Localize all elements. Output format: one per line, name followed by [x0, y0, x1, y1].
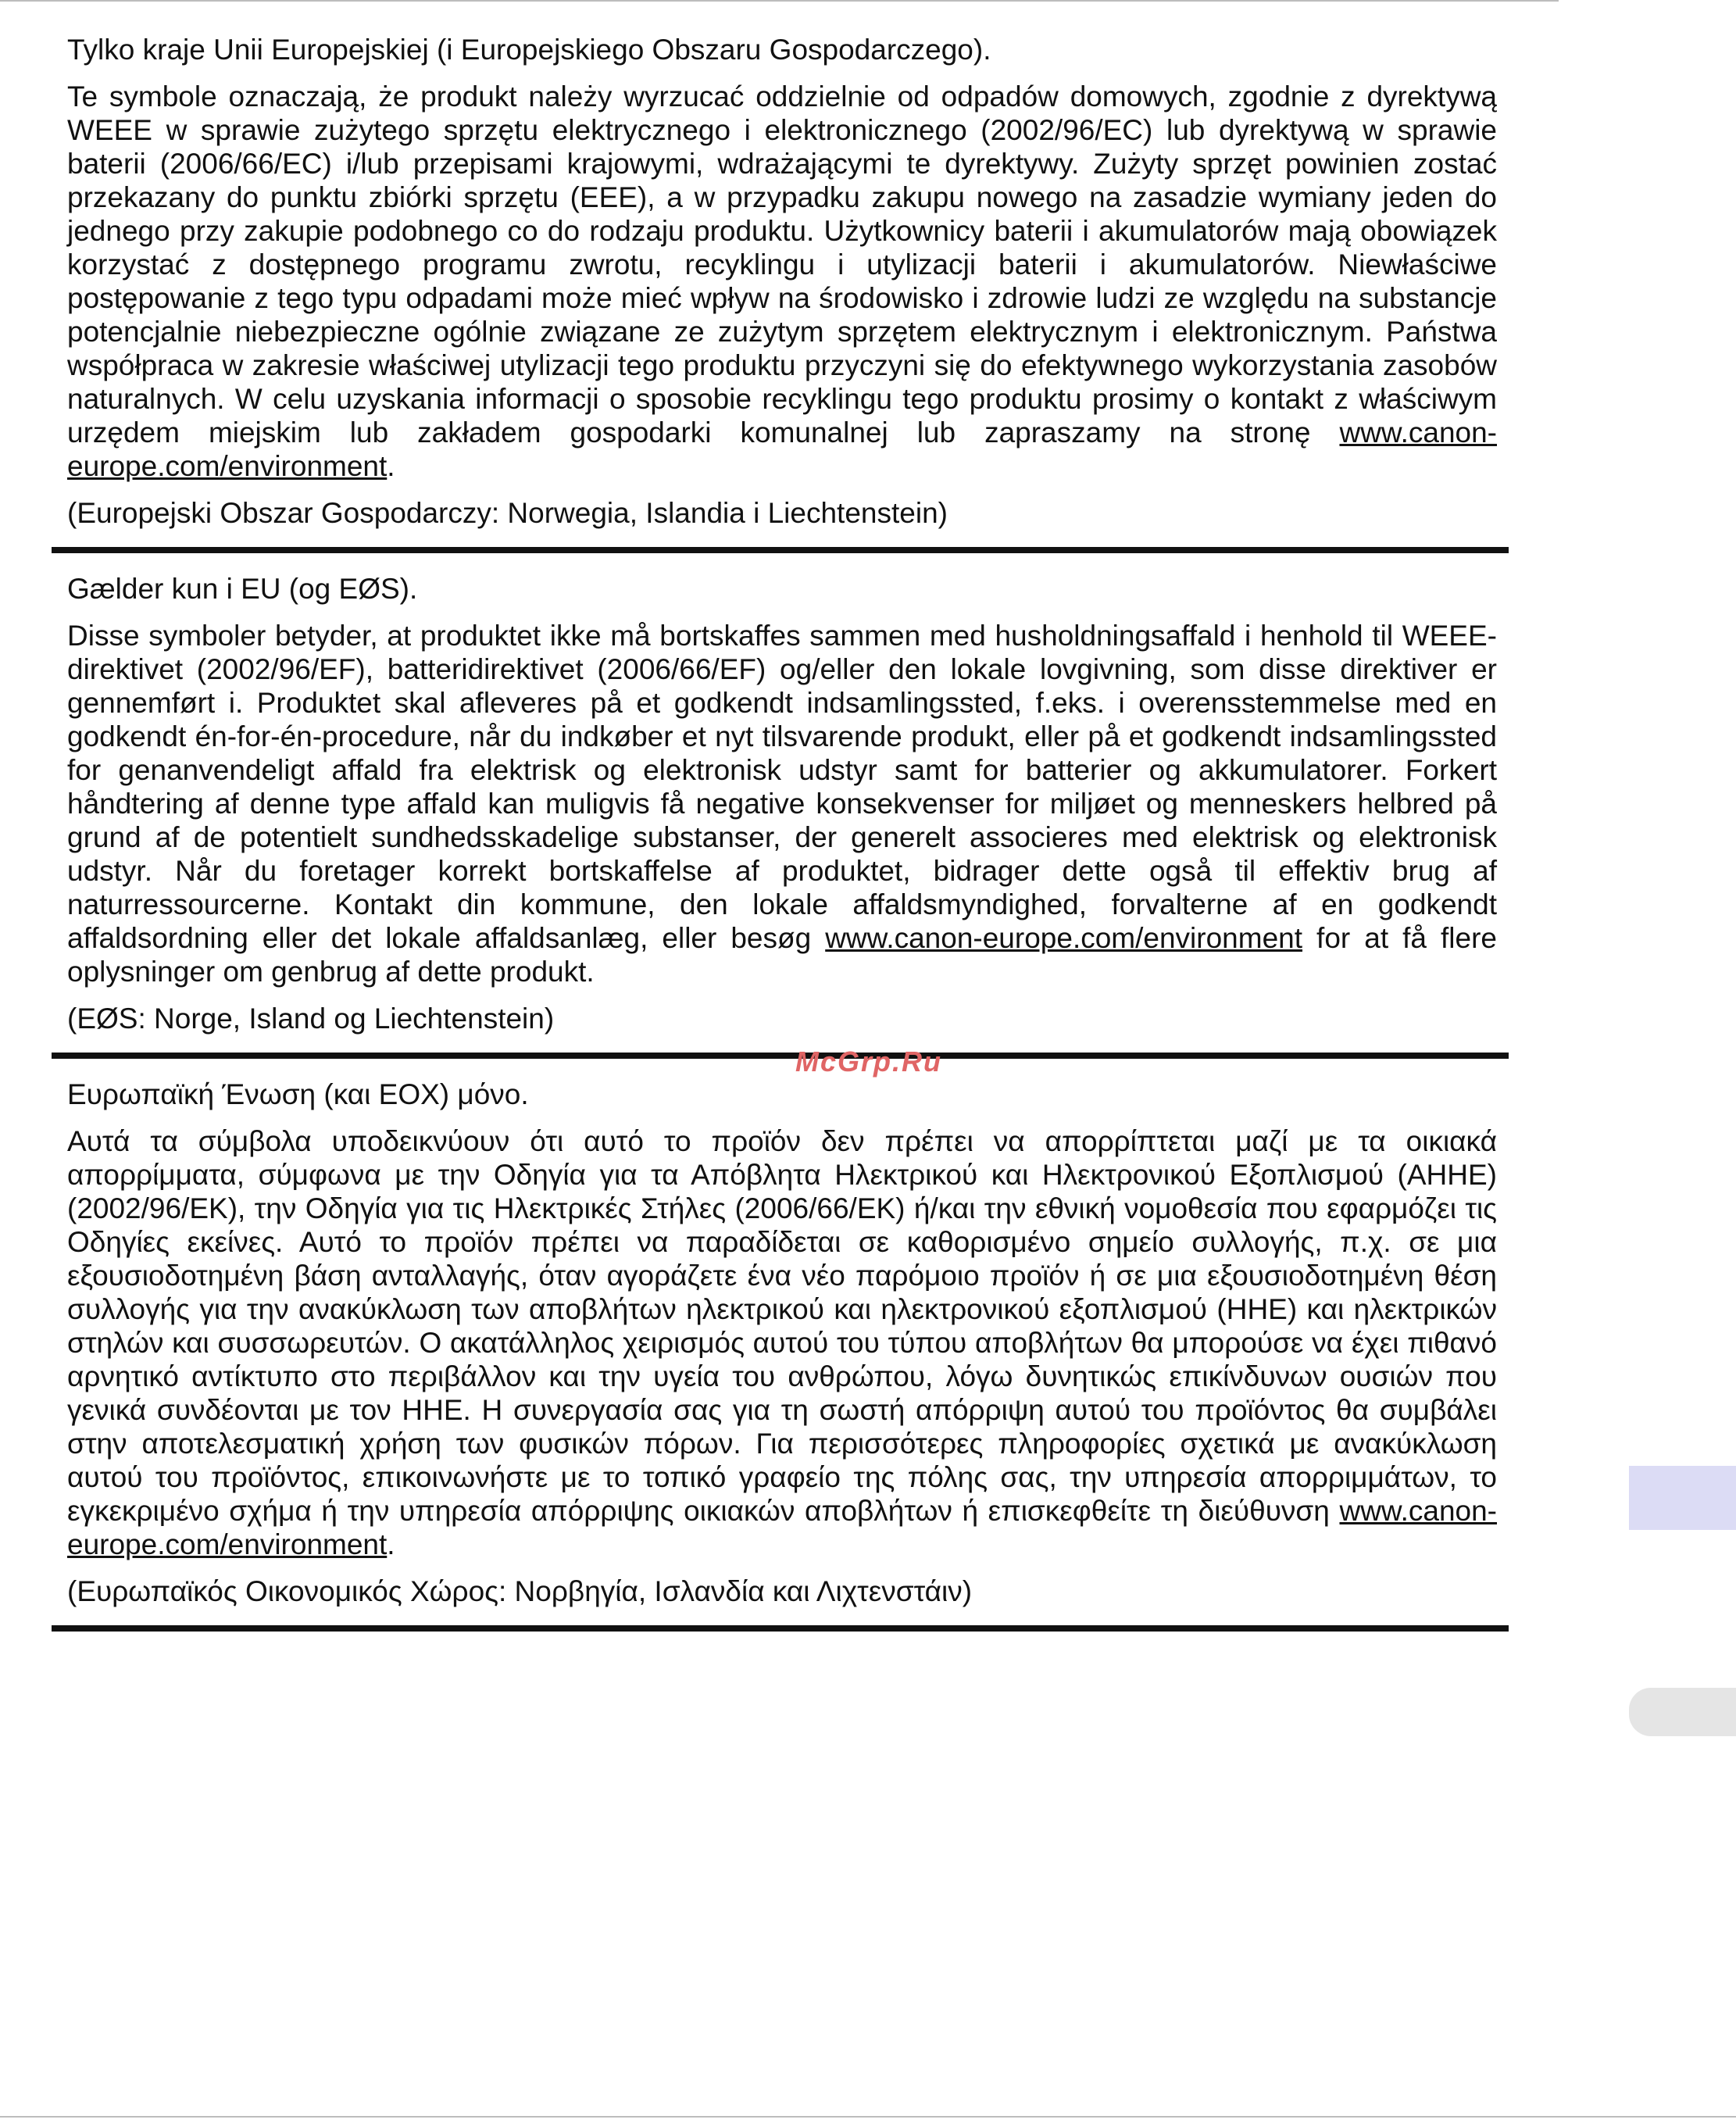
section-body	[67, 80, 1497, 483]
section-body-text: Te symbole oznaczają, że produkt należy wyrzucać oddzielnie od odpadów domowych, zgodnie z dyrektywą WEEE w sprawie zużytego sprzętu elektrycznego i elektronicznego (2002/96/EC) lub dyrektywą w sprawie baterii (2006/66/EC) i/lub przepisami krajowymi, wdrażającymi te dyrektywy. Zużyty sprzęt powinien zostać przekazany do punktu zbiórki sprzętu (EEE), a w przypadku zakupu nowego na zasadzie wymiany jeden do jednego przy zakupie podobnego co do rodzaju produktu. Użytkownicy baterii i akumulatorów mają obowiązek korzystać z dostępnego programu zwrotu, recyklingu i utylizacji baterii i akumulatorów. Niewłaściwe postępowanie z tego typu odpadami może mieć wpływ na środowisko i zdrowie ludzi ze względu na substancje potencjalnie niebezpieczne ogólnie związane ze zużytym sprzętem elektrycznym i elektronicznym. Państwa współpraca w zakresie właściwej utylizacji tego produktu przyczyni się do efektywnego wykorzystania zasobów naturalnych. W celu uzyskania informacji o sposobie recyklingu tego produktu prosimy o kontakt z właściwym urzędem miejskim lub zakładem gospodarki komunalnej lub zapraszamy na stronę	[67, 80, 1497, 449]
section-divider	[52, 1053, 1509, 1059]
section-body	[67, 1124, 1497, 1561]
section-lead: Ευρωπαϊκή Ένωση (και ΕΟΧ) μόνο.	[67, 1078, 529, 1110]
section-body	[67, 619, 1497, 988]
section-body-end: .	[387, 450, 395, 482]
section-note: (EØS: Norge, Island og Liechtenstein)	[67, 1003, 555, 1035]
side-index-tab-active[interactable]	[1629, 1466, 1736, 1530]
document-content	[67, 33, 1497, 1632]
environment-link[interactable]: www.canon-europe.com/environment	[67, 416, 1497, 482]
environment-link[interactable]: www.canon-europe.com/environment	[67, 1495, 1497, 1560]
section-lead: Tylko kraje Unii Europejskiej (i Europejskiego Obszaru Gospodarczego).	[67, 34, 991, 66]
section-danish	[67, 572, 1497, 1035]
top-page-rule	[0, 0, 1559, 2]
section-body-end: .	[387, 1528, 395, 1560]
section-lead: Gælder kun i EU (og EØS).	[67, 573, 418, 605]
section-body-text: Αυτά τα σύμβολα υποδεικνύουν ότι αυτό το προϊόν δεν πρέπει να απορρίπτεται μαζί με τα οικιακά απορρίμματα, σύμφωνα με την Οδηγία για τα Απόβλητα Ηλεκτρικού και Ηλεκτρονικού Εξοπλισμού (ΑΗΗΕ) (2002/96/ΕΚ), την Οδηγία για τις Ηλεκτρικές Στήλες (2006/66/ΕΚ) ή/και την εθνική νομοθεσία που εφαρμόζει τις Οδηγίες εκείνες. Αυτό το προϊόν πρέπει να παραδίδεται σε καθορισμένο σημείο συλλογής, π.χ. σε μια εξουσιοδοτημένη βάση ανταλλαγής, όταν αγοράζετε ένα νέο παρόμοιο προϊόν ή σε μια εξουσιοδοτημένη θέση συλλογής για την ανακύκλωση των αποβλήτων ηλεκτρικού και ηλεκτρονικού εξοπλισμού (ΗΗΕ) και ηλεκτρικών στηλών και συσσωρευτών. Ο ακατάλληλος χειρισμός αυτού του τύπου αποβλήτων θα μπορούσε να έχει πιθανό αρνητικό αντίκτυπο στο περιβάλλον και την υγεία του ανθρώπου, λόγω δυνητικώς επικίνδυνων ουσιών που γενικά συνδέονται με τον ΗΗΕ. Η συνεργασία σας για τη σωστή απόρριψη αυτού του προϊόντος θα συμβάλει στην αποτελεσματική χρήση των φυσικών πόρων. Για περισσότερες πληροφορίες σχετικά με ανακύκλωση αυτού του προϊόντος, επικοινωνήστε με το τοπικό γραφείο της πόλης σας, την υπηρεσία απορριμμάτων, το εγκεκριμένο σχήμα ή την υπηρεσία απόρριψης οικιακών αποβλήτων ή επισκεφθείτε τη διεύθυνση	[67, 1125, 1497, 1527]
environment-link[interactable]: www.canon-europe.com/environment	[825, 922, 1303, 954]
section-polish	[67, 33, 1497, 530]
section-body-end: for at få flere oplysninger om genbrug af dette produkt.	[67, 922, 1497, 988]
watermark: McGrp.Ru	[795, 1045, 943, 1078]
section-body-text: Disse symboler betyder, at produktet ikke må bortskaffes sammen med husholdningsaffald i henhold til WEEE-direktivet (2002/96/EF), batteridirektivet (2006/66/EF) og/eller den lokale lovgivning, som disse direktiver er gennemført i. Produktet skal afleveres på et godkendt indsamlingssted, f.eks. i overensstemmelse med en godkendt én-for-én-procedure, når du indkøber et nyt tilsvarende produkt, eller på et godkendt indsamlingssted for genanvendeligt affald fra elektrisk og elektronisk udstyr samt for batterier og akkumulatorer. Forkert håndtering af denne type affald kan muligvis få negative konsekvenser for miljøet og menneskers helbred på grund af de potentielt sundhedsskadelige substanser, der generelt associeres med elektrisk og elektronisk udstyr. Når du foretager korrekt bortskaffelse af produktet, bidrager dette også til effektiv brug af naturressourcerne. Kontakt din kommune, den lokale affaldsmyndighed, forvalterne af en godkendt affaldsordning eller det lokale affaldsanlæg, eller besøg	[67, 620, 1497, 954]
section-divider	[52, 547, 1509, 553]
bottom-page-rule	[0, 2116, 1736, 2118]
section-divider	[52, 1625, 1509, 1632]
section-note: (Europejski Obszar Gospodarczy: Norwegia, Islandia i Liechtenstein)	[67, 497, 948, 529]
section-note: (Ευρωπαϊκός Οικονομικός Χώρος: Νορβηγία, Ισλανδία και Λιχτενστάιν)	[67, 1575, 973, 1607]
section-greek	[67, 1078, 1497, 1608]
side-index-tab[interactable]	[1629, 1688, 1736, 1736]
